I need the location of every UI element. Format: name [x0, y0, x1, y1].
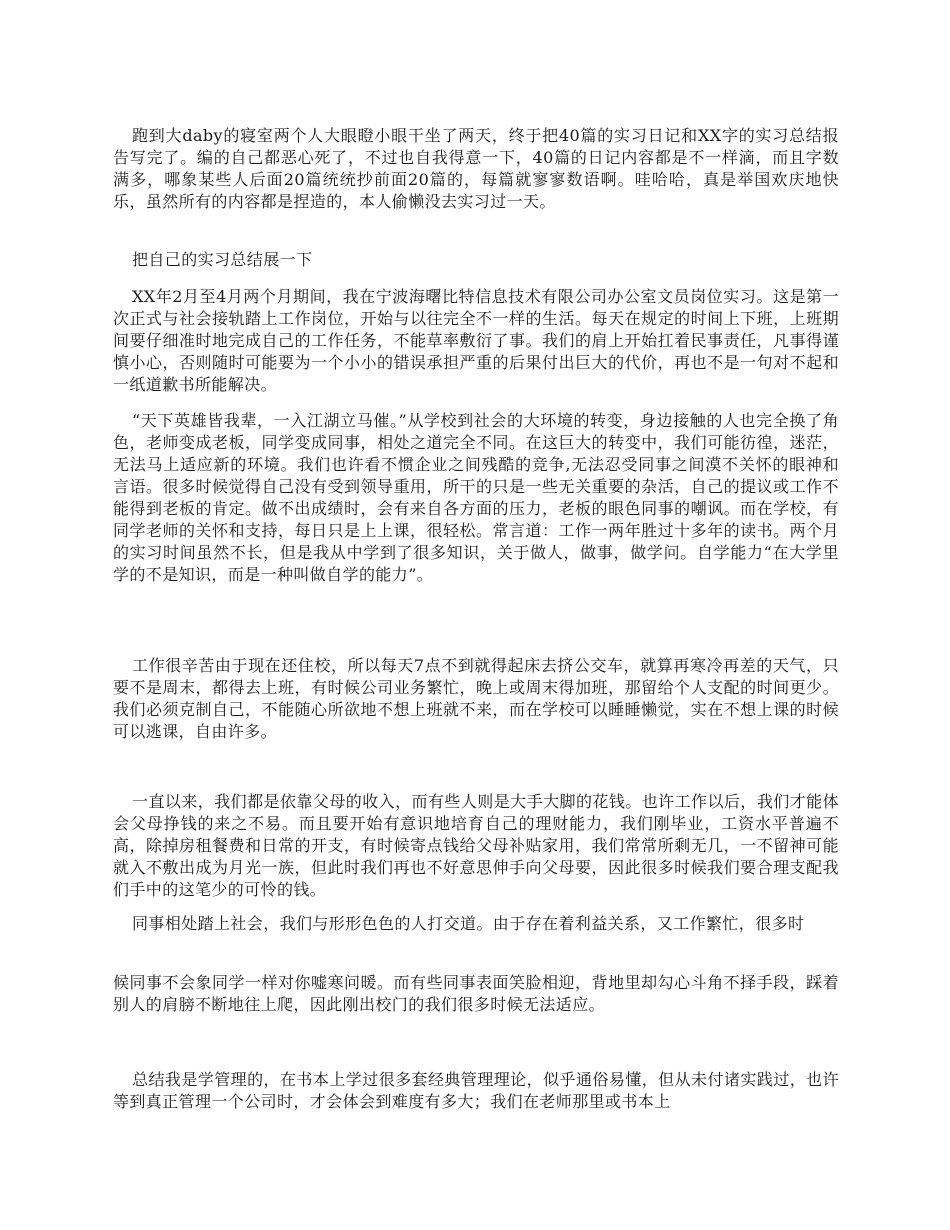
paragraph-colleagues-continued: 候同事不会象同学一样对你嘘寒问暖。而有些同事表面笑脸相迎，背地里却勾心斗角不择手段，踩着别人的肩膀不断地往上爬，因此刚出校门的我们很多时候无法适应。 [113, 973, 839, 1014]
paragraph-hard-work: 工作很辛苦由于现在还住校，所以每天7点不到就得起床去挤公交车，就算再寒冷再差的天气，只要不是周末，都得去上班，有时候公司业务繁忙，晚上或周末得加班，那留给个人支配的时间更少。我们必须克制自己，不能随心所欲地不想上班就不来，而在学校可以睡睡懒觉，实在不想上课的时候可以逃课，自由许多。 [113, 656, 839, 741]
paragraph-management: 总结我是学管理的，在书本上学过很多套经典管理理论，似乎通俗易懂，但从未付诸实践过，也许等到真正管理一个公司时，才会体会到难度有多大；我们在老师那里或书本上 [113, 1070, 839, 1111]
paragraph-colleagues: 同事相处踏上社会，我们与形形色色的人打交道。由于存在着利益关系，又工作繁忙，很多时 [132, 914, 805, 933]
paragraph-environment-change: “天下英雄皆我辈，一入江湖立马催。”从学校到社会的大环境的转变，身边接触的人也完全换了角色，老师变成老板，同学变成同事，相处之道完全不同。在这巨大的转变中，我们可能彷徨，迷茫，无法马上适应新的环境。我们也许看不惯企业之间残酷的竞争,无法忍受同事之间漠不关怀的眼神和言语。很多时候觉得自己没有受到领导重用，所干的只是一些无关重要的杂活，自己的提议或工作不能得到老板的肯定。做不出成绩时，会有来自各方面的压力，老板的眼色同事的嘲讽。而在学校，有同学老师的关怀和支持，每日只是上上课，很轻松。常言道：工作一两年胜过十多年的读书。两个月的实习时间虽然不长，但是我从中学到了很多知识，关于做人，做事，做学问。自学能力“在大学里学的不是知识，而是一种叫做自学的能力”。 [113, 411, 839, 584]
paragraph-finance: 一直以来，我们都是依靠父母的收入，而有些人则是大手大脚的花钱。也许工作以后，我们才能体会父母挣钱的来之不易。而且要开始有意识地培育自己的理财能力，我们刚毕业，工资水平普遍不高，除掉房租餐费和日常的开支，有时候寄点钱给父母补贴家用，我们常常所剩无几，一不留神可能就入不敷出成为月光一族，但此时我们再也不好意思伸手向父母要，因此很多时候我们要合理支配我们手中的这笔少的可怜的钱。 [113, 792, 839, 899]
paragraph-heading-summary: 把自己的实习总结展一下 [132, 250, 313, 269]
paragraph-intro: 跑到大daby的寝室两个人大眼瞪小眼干坐了两天，终于把40篇的实习日记和XX字的实习总结报告写完了。编的自己都恶心死了，不过也自我得意一下，40篇的日记内容都是不一样滴，而且字数满多，哪象某些人后面20篇统统抄前面20篇的，每篇就寥寥数语啊。哇哈哈，真是举国欢庆地快乐，虽然所有的内容都是捏造的，本人偷懒没去实习过一天。 [113, 126, 839, 211]
paragraph-internship-period: XX年2月至4月两个月期间，我在宁波海曙比特信息技术有限公司办公室文员岗位实习。这是第一次正式与社会接轨踏上工作岗位，开始与以往完全不一样的生活。每天在规定的时间上下班，上班期间要仔细准时地完成自己的工作任务，不能草率敷衍了事。我们的肩上开始扛着民事责任，凡事得谨慎小心，否则随时可能要为一个小小的错误承担严重的后果付出巨大的代价，再也不是一句对不起和一纸道歉书所能解决。 [113, 287, 839, 394]
